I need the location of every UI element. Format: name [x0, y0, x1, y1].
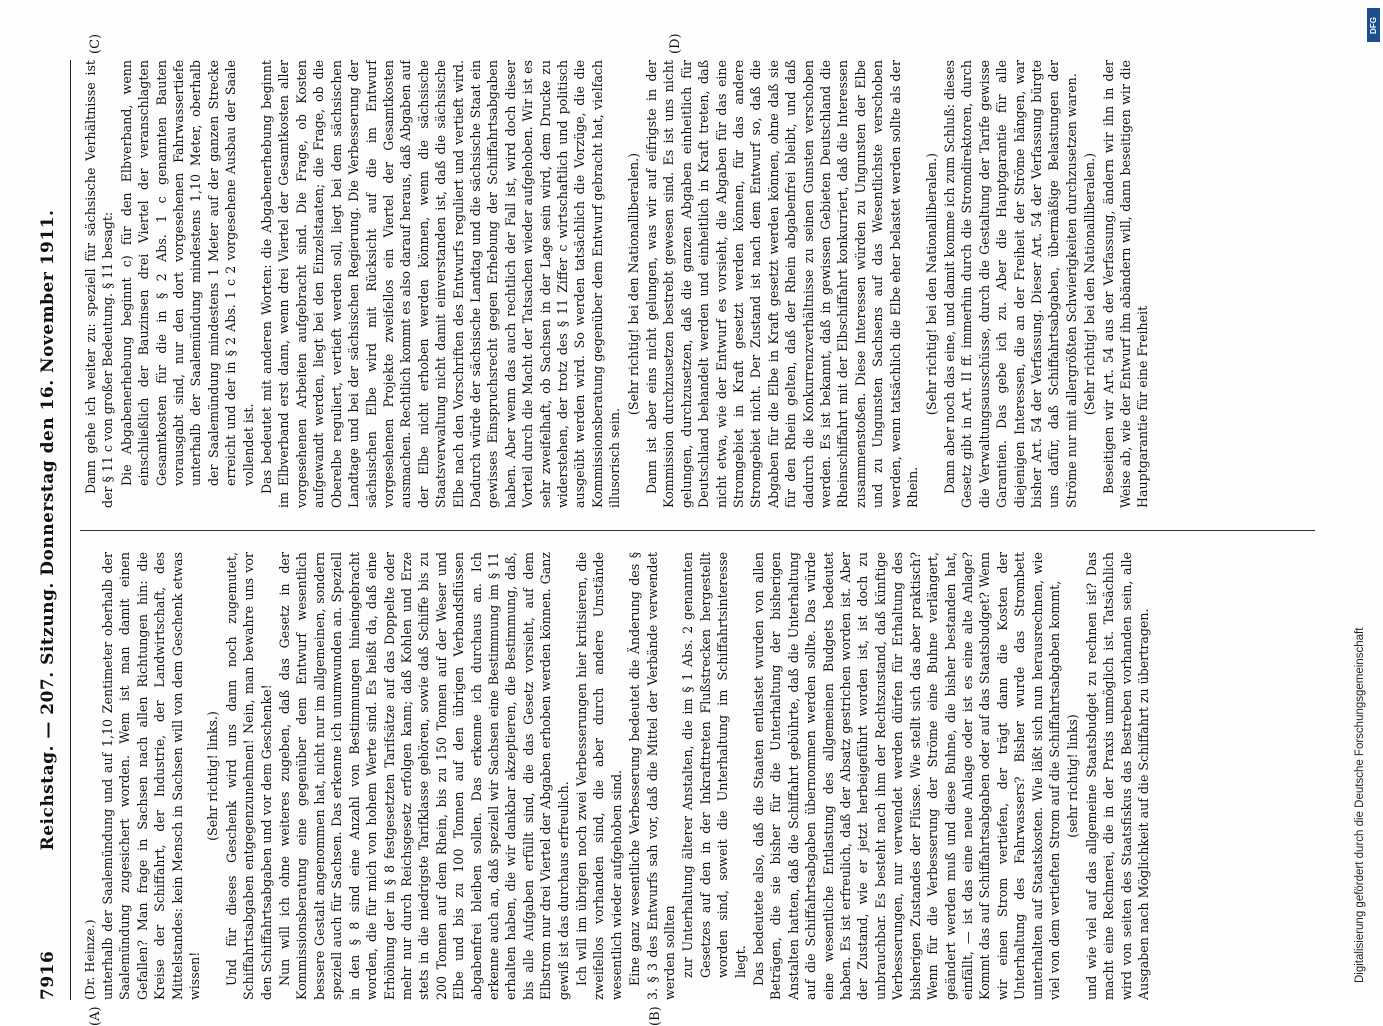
interjection: (Sehr richtig! bei den Nationalliberalen.) — [625, 152, 641, 416]
paragraph: Dann gehe ich weiter zu: speziell für sächsische Verhältnisse ist der § 11 c von großer Bedeutung. § 11 besagt: — [83, 60, 116, 508]
digitization-credit — [1334, 8, 1378, 993]
interjection: (sehr richtig! links) — [1065, 714, 1081, 838]
paragraph: Und für dieses Geschenk wird uns dann noch zugemutet, Schiffahrtsabgaben entgegenzunehmen! Nein, man bewahre uns vor den Schiffahrtsabgaben und vor dem Geschenke! — [223, 552, 274, 1000]
paragraph: Eine ganz wesentliche Verbesserung bedeutet die Änderung des § 3. § 3 des Entwurfs sah vor, daß die Mittel der Verbände verwendet werden sollten — [627, 552, 677, 1000]
dfg-logo — [1367, 8, 1380, 42]
running-title: Reichstag. — 207. Sitzung. Donnerstag den 16. November 1911. — [38, 209, 58, 851]
page-number: 7916 — [38, 950, 58, 1000]
paragraph: und wie viel auf das allgemeine Staatsbudget zu rechnen ist? Das macht eine Rechnerei, die in der Praxis unmöglich ist. Tatsächlich wird von seiten des Staatsfiskus das Bestreben vorhanden sein, alle Ausgaben nach Möglichkeit auf die Schiffahrt zu übertragen. — [1083, 552, 1151, 1000]
margin-marker-d: (D) — [668, 33, 683, 54]
margin-marker-b: (B) — [648, 1006, 663, 1026]
column-divider — [80, 530, 1315, 531]
dfg-logo-text: DFG — [1369, 16, 1379, 34]
page-header — [30, 60, 71, 1000]
paragraph: Dann ist aber eins nicht gelungen, was wir auf eifrigste in der Kommission durchzusetzen bestrebt gewesen sind. Es ist uns nicht gelungen, durchzusetzen, daß die ganzen Abgaben einheitlich für Deutschland behandelt werden und einheitlich in Kraft treten, daß nicht etwa, wie der Entwurf es vorsieht, die Abgaben für das eine Stromgebiet in Kraft gesetzt werden können, für das andere Stromgebiet nicht. Der Zustand ist nach dem Entwurf so, daß die Abgaben für die Elbe in Kraft gesetzt werden können, ohne daß sie für den Rhein gelten, daß der Rhein abgabenfrei bleibt, und daß dadurch die Konkurrenzverhältnisse zu seinen Gunsten verschoben werden. Es ist bekannt, daß in gewissen Gebieten Deutschland die Rheinschiffahrt mit der Elbschiffahrt konkurriert, daß die Interessen zusammenstoßen. Diese Interessen würden zu Ungunsten der Elbe und zu Ungunsten Sachsens auf das Wesentlichste verschoben werden, wenn tatsächlich die Elbe eher belastet werden sollte als der Rhein. — [644, 60, 921, 508]
paragraph: Dann aber noch das eine, und damit komme ich zum Schluß: dieses Gesetz gibt in Art. II ff. immerhin durch die Stromdirektoren, durch die Verwaltungsausschüsse, durch die Gestaltung der Tarife gewisse Garantien. Das gebe ich zu. Aber die Hauptgarantie für alle diejenigen Interessen, die an der Freiheit der Ströme hängen, war bisher Art. 54 der Verfassung. Dieser Art. 54 der Verfassung bürgte uns dafür, daß Schiffahrtsabgaben, übermäßige Belastungen der Ströme nur mit allergrößten Schwierigkeiten durchzusetzen waren. — [941, 60, 1079, 508]
left-text-column — [82, 552, 1312, 1000]
interjection: (Sehr richtig! bei den Nationalliberalen.) — [923, 152, 939, 416]
margin-marker-a: (A) — [88, 1006, 103, 1026]
paragraph: Das bedeutet mit anderen Worten: die Abgabenerhebung beginnt im Elbverband erst dann, wenn drei Viertel der Gesamtkosten aller vorgesehenen Arbeiten aufgebracht sind. Die Frage, ob Kosten aufgewandt werden, liegt bei den Einzelstaaten; die Frage, ob die Oberelbe reguliert, vertieft werden soll, liegt bei dem sächsischen Landtage und bei der sächsischen Regierung. Die Verbesserung der sächsischen Elbe wird mit Rücksicht auf die im Entwurf vorgesehenen Projekte zweifellos ein Viertel der Gesamtkosten ausmachen. Rechtlich kommt es also darauf heraus, daß Abgaben auf der Elbe nicht erhoben werden können, wenn die sächsische Staatsverwaltung nicht damit einverstanden ist, daß die sächsische Elbe nach den Vorschriften des Entwurfs reguliert und vertieft wird. Dadurch würde der sächsische Landtag und die sächsische Staat ein gewisses Einspruchsrecht gegen Erhebung der Schiffahrtsabgaben haben. Aber wenn das auch rechtlich der Fall ist, wird doch dieser Vorteil durch die Macht der Tatsachen wieder aufgehoben. Wir ist es sehr zweifelhaft, ob Sachsen in der Lage sein wird, dem Drucke zu widerstehen, der trotz des § 11 Ziffer c wirtschaftlich und politisch ausgeübt werden wird. So werden tatsächlich die Vorzüge, die die Kommissionsberatung gegenüber dem Entwurf gebracht hat, vielfach illusorisch sein. — [259, 60, 623, 508]
speaker-label: (Dr. Heinze.) — [82, 919, 97, 1000]
paragraph: Beseitigen wir Art. 54 aus der Verfassung, ändern wir ihn in der Weise ab, wie der Entwurf ihn abändern will, dann beseitigen wir die Hauptgarantie für eine Freiheit — [1100, 60, 1151, 508]
right-text-column — [82, 60, 1312, 508]
margin-marker-c: (C) — [88, 33, 103, 54]
quotation: zur Unterhaltung älterer Anstalten, die im § 1 Abs. 2 genannten Gesetzes auf den in der Inkrafttreten Flußstrecken hergestellt worden sind, soweit die Unterhaltung im Schiffahrtsinteresse liegt. — [680, 552, 748, 978]
quotation: Die Abgabenerhebung beginnt c) für den Elbverband, wenn einschließlich der Bauzinsen drei Viertel der veranschlagten Gesamtkosten für die in § 2 Abs. 1 c genannten Bauten vorausgabt sind, nur den dort vorgesehenen Fahrwassertiefe unterhalb der Saalemündung mindestens 1,10 Meter, oberhalb der Saalemündung mindestens 1 Meter auf der ganzen Strecke erreicht und der in § 2 Abs. 1 c 2 vorgesehene Ausbau der Saale vollendet ist. — [118, 60, 256, 486]
paragraph: Nun will ich ohne weiteres zugeben, daß das Gesetz in der Kommissionsberatung eine gegenüber dem Entwurf wesentlich bessere Gestalt angenommen hat, nicht nur im allgemeinen, sondern speziell auch für Sachsen. Das erkenne ich unumwunden an. Speziell in den § 8 sind eine Anzahl von Bestimmungen hineingebracht worden, die für mich von hohem Werte sind. Es heißt da, daß eine Erhöhung der in § 8 festgesetzten Tarifsätze auf das Doppelte oder mehr nur durch Reichsgesetz erfolgen kann; daß Kohlen und Erze stets in die niedrigste Tarifklasse gehören, sowie daß Schiffe bis zu 200 Tonnen auf dem Rhein, bis zu 150 Tonnen auf der Weser und Elbe und bis zu 100 Tonnen auf den übrigen Verbandsflüssen abgabenfrei bleiben sollen. Das erkenne ich durchaus an. Ich erkenne auch an, daß speziell wir Sachsen eine Bestimmung im § 11 erhalten haben, die wir dankbar akzeptieren, die Bestimmung, daß, bis alle Aufgaben erfüllt sind, die das Gesetz vorsieht, auf dem Elbstrom nur drei Viertel der Abgaben erhoben werden können. Ganz gewiß ist das durchaus erfreulich. — [277, 552, 571, 1000]
paragraph: Das bedeutete also, daß die Staaten entlastet wurden von allen Beträgen, die sie bisher für die Unterhaltung der bisherigen Anstalten hatten, daß die Schiffahrt gebührte, daß die Unterhaltung auf die Schiffahrtsabgaben übernommen werden sollte. Das würde eine wesentliche Entlastung des allgemeinen Budgets bedeutet haben. Es ist erfreulich, daß der Absatz gestrichen worden ist. Aber der Zustand, wie er jetzt herbeigeführt worden ist, ist doch zu unbrauchbar. Es besteht nach ihm der Rechtszustand, daß künftige Verbesserungen, nur verwendet werden dürfen für Erhaltung des bisherigen Zustandes der Flüsse. Wie stellt sich das aber praktisch? Wenn für die Verbesserung der Ströme eine Buhne verlängert, geändert werden muß und diese Buhne, die bisher bestanden hat, einfällt, — ist das eine neue Anlage oder ist es eine alte Anlage? Kommt das auf Schiffahrtsabgaben oder auf das Staatsbudget? Wenn wir einen Strom vertiefen, der trägt dann die Kosten der Unterhaltung des Fahrwassers? Bisher wurde das Strombett unterhalten auf Staatskosten. Wie läßt sich nun herausrechnen, wie viel von dem vertieften Strom auf die Schiffahrtsabgaben kommt, — [751, 552, 1062, 1000]
credit-text: Digitalisierung gefördert durch die Deutsche Forschungsgemeinschaft — [1354, 627, 1366, 983]
paragraph: Ich will im übrigen noch zwei Verbesserungen hier kritisieren, die zweifellos vorhanden sind, die aber durch andere Umstände wesentlich wieder aufgehoben sind. — [573, 552, 624, 1000]
rotated-document-page — [30, 33, 1330, 1026]
interjection: (Sehr richtig! links.) — [205, 711, 221, 841]
interjection: (Sehr richtig! bei den Nationalliberalen.) — [1082, 152, 1098, 416]
paragraph: unterhalb der Saalemündung und auf 1,10 Zentimeter oberhalb der Saalemündung zugesichert worden. Wem ist man damit einen Gefallen? Man frage in Sachsen nach allen Richtungen hin: die Kreise der Schiffahrt, der Industrie, der Landwirtschaft, des Mittelstandes: kein Mensch in Sachsen will von dem Geschenk etwas wissen! — [100, 552, 203, 1000]
